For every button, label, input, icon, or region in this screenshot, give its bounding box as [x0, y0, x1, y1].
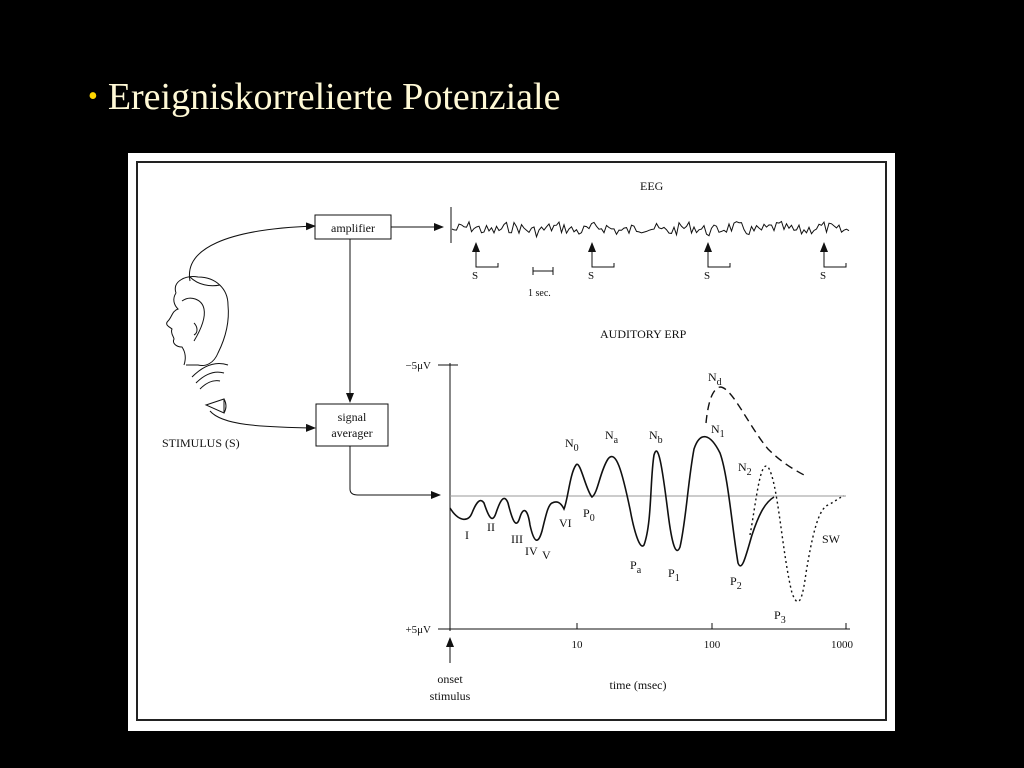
peak-label-P0: $P_0$	[583, 506, 595, 524]
peak-labels	[465, 370, 841, 626]
speaker-icon	[206, 399, 226, 413]
peak-label-IV: IV	[525, 544, 538, 558]
head-to-amplifier-arrow	[189, 226, 315, 281]
peak-label-Na: $N_a$	[605, 428, 619, 446]
signal-averager-label-2: averager	[331, 426, 373, 440]
eeg-label: EEG	[640, 179, 664, 193]
onset-label-1: onset	[437, 672, 463, 686]
stim-marker-4	[820, 243, 846, 282]
sound-waves-icon	[192, 364, 228, 390]
averager-to-erp-arrow	[350, 446, 440, 495]
erp-solid-waveform	[450, 437, 774, 566]
signal-averager-label-1: signal	[337, 410, 367, 424]
amplifier-label: amplifier	[331, 221, 375, 235]
y-bottom-label: +5μV	[405, 624, 431, 636]
peak-label-P3: $P_3$	[774, 608, 786, 626]
stim-marker-1	[472, 243, 498, 282]
stim-marker-2	[588, 243, 614, 282]
one-second-scale	[528, 267, 553, 299]
slide-title-text: Ereigniskorrelierte Potenziale	[107, 76, 561, 118]
peak-label-I: I	[465, 528, 469, 542]
erp-title: AUDITORY ERP	[600, 327, 687, 341]
svg-text:S: S	[472, 270, 479, 282]
peak-label-III: III	[511, 532, 523, 546]
peak-label-N1: $N_1$	[711, 422, 725, 440]
peak-label-SW: SW	[822, 532, 840, 546]
peak-label-V: V	[542, 548, 551, 562]
head-profile-icon	[167, 277, 229, 366]
stimulus-label: STIMULUS (S)	[162, 436, 240, 450]
x-tick-label-1000: 1000	[831, 639, 853, 651]
svg-text:S: S	[588, 270, 595, 282]
peak-label-Nb: $N_b$	[649, 428, 663, 446]
svg-text:S: S	[820, 270, 827, 282]
peak-label-P1: $P_1$	[668, 566, 680, 584]
onset-label-2: stimulus	[429, 689, 471, 703]
svg-text:S: S	[704, 270, 711, 282]
peak-label-II: II	[487, 520, 495, 534]
erp-diagram	[128, 153, 895, 731]
y-top-label: −5μV	[405, 360, 431, 372]
slide-title	[88, 72, 560, 126]
peak-label-P2: $P_2$	[730, 574, 742, 592]
speaker-to-averager-arrow	[210, 411, 315, 428]
peak-label-N0: $N_0$	[565, 436, 579, 454]
peak-label-Pa: $P_a$	[630, 558, 642, 576]
x-tick-label-10: 10	[571, 639, 583, 651]
stim-marker-3	[704, 243, 730, 282]
bullet: •	[88, 81, 98, 112]
peak-label-VI: VI	[559, 516, 572, 530]
amplifier-box	[315, 215, 391, 239]
peak-label-N2: $N_2$	[738, 460, 752, 478]
erp-figure	[128, 153, 895, 731]
x-axis-label: time (msec)	[609, 678, 667, 692]
signal-averager-box	[316, 404, 388, 446]
peak-label-Nd: $N_d$	[708, 370, 722, 388]
x-tick-label-100: 100	[703, 639, 721, 651]
erp-x-ticks	[577, 623, 846, 629]
svg-text:1 sec.: 1 sec.	[528, 288, 551, 299]
eeg-trace	[452, 222, 849, 237]
